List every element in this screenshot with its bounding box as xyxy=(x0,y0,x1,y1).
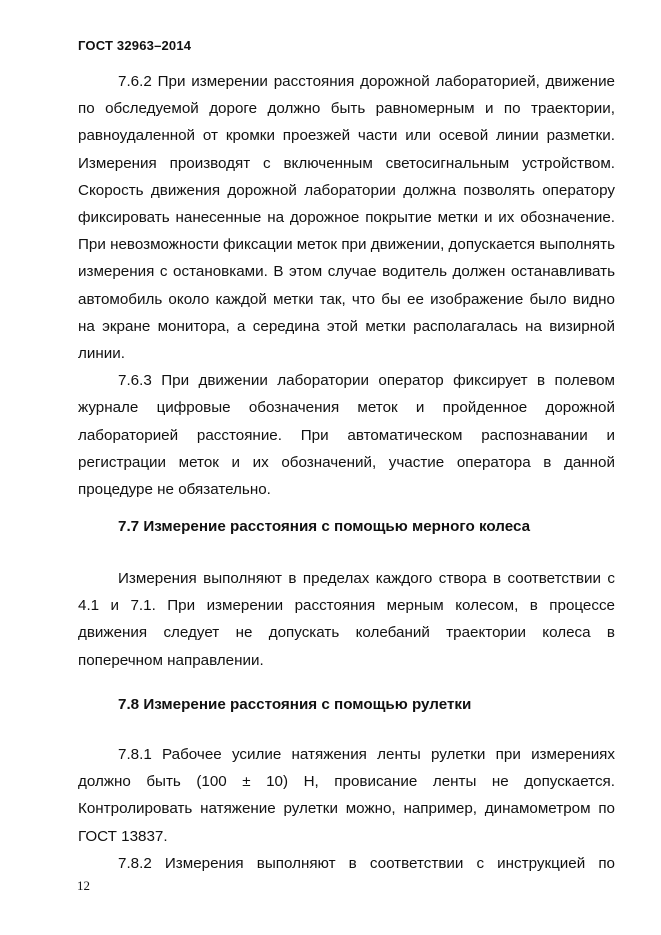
section-7-8-text xyxy=(78,741,615,877)
paragraph-7-6-3: 7.6.3 При движении лаборатории оператор фиксирует в полевом журнале цифровые обозначения меток и пройденное дорожной лабораторией расстояние. При автоматическом распознавании и регистрации меток и их обозначений, участие оператора в данной процедуре не обязательно. xyxy=(78,372,615,499)
paragraph-7-8-2: 7.8.2 Измерения выполняют в соответствии с инструкцией по xyxy=(118,854,615,872)
page-number: 12 xyxy=(77,878,90,893)
paragraph-7-8-1: 7.8.1 Рабочее усилие натяжения ленты рулетки при измерениях должно быть (100 ± 10) Н, провисание ленты не допускается. Контролировать натяжение рулетки можно, например, динамометром по ГОСТ 13837. xyxy=(78,746,615,845)
section-7-7-text xyxy=(78,565,615,674)
section-7-7-heading: 7.7 Измерение расстояния с помощью мерного колеса xyxy=(118,518,531,535)
paragraph-7-6-2: 7.6.2 При измерении расстояния дорожной лабораторией, движение по обследуемой дороге должно быть равномерным и по траектории, равноудаленной от кромки проезжей части или осевой линии разметки. Измерения производят с включенным светосигнальным устройством. Скорость движения дорожной лаборатории должна позволять оператору фиксировать нанесенные на дорожное покрытие метки и их обозначение. При невозможности фиксации меток при движении, допускается выполнять измерения с остановками. В этом случае водитель должен останавливать автомобиль около каждой метки так, что бы ее изображение было видно на экране монитора, а середина этой метки располагалась на визирной линии. xyxy=(78,73,615,363)
section-7-8-heading: 7.8 Измерение расстояния с помощью рулетки xyxy=(118,696,472,713)
paragraph-7-7-1: Измерения выполняют в пределах каждого створа в соответствии с 4.1 и 7.1. При измерении расстояния мерным колесом, в процессе движения следует не допускать колебаний траектории колеса в поперечном направлении. xyxy=(78,570,615,669)
document-header: ГОСТ 32963–2014 xyxy=(78,38,192,53)
section-7-6-text xyxy=(78,68,615,503)
